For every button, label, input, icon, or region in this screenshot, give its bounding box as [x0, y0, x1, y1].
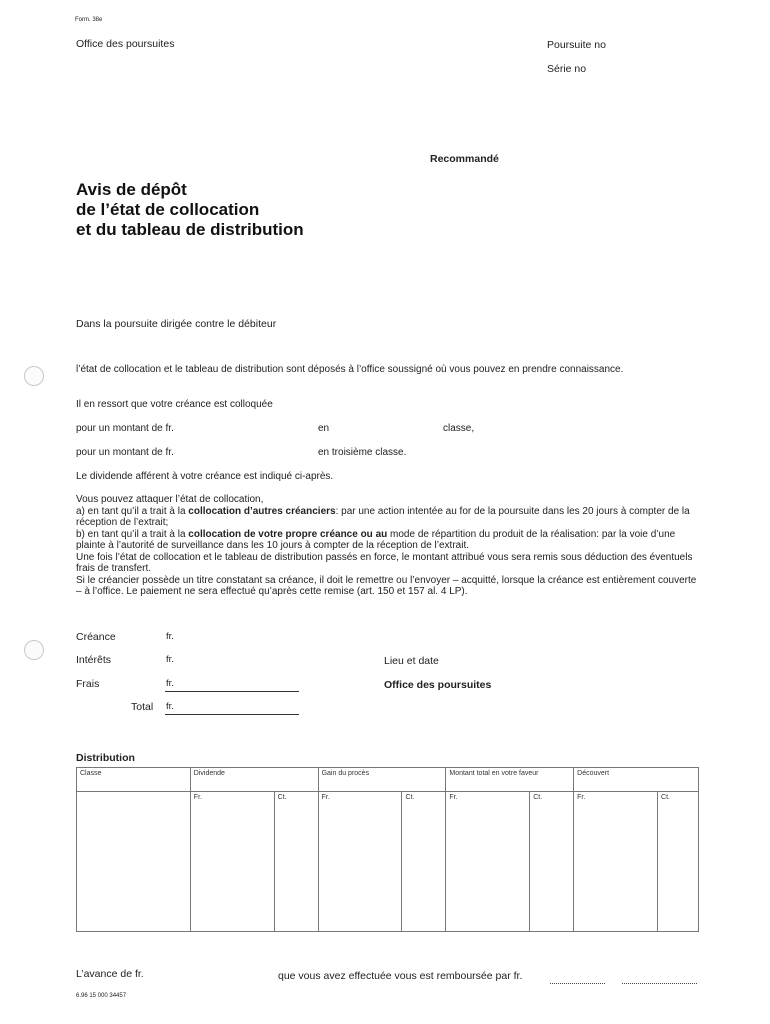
paragraph-dividende: Le dividende afférent à votre créance est indiqué ci-après. — [76, 471, 334, 482]
rembourse-ct-line — [622, 983, 697, 984]
distribution-body-row — [77, 792, 699, 932]
intro-text: Dans la poursuite dirigée contre le débiteur — [76, 318, 277, 330]
header-dividende: Dividende — [190, 768, 318, 792]
attack-block — [76, 494, 701, 598]
title-line-1: Avis de dépôt — [76, 180, 187, 199]
document-title — [76, 180, 304, 240]
attack-item-a: a) en tant qu’il a trait à la collocation d’autres créanciers: par une action intentée au for de la poursuite dans les 20 jours à compter de la réception de l’extrait; — [76, 505, 690, 528]
cell-decouvert-ct: Ct. — [658, 792, 699, 932]
creance-label: Créance — [76, 631, 116, 643]
attack-title: Vous pouvez attaquer l’état de collocation, — [76, 494, 264, 505]
paragraph-titre: Si le créancier possède un titre constatant sa créance, il doit le remettre ou l’envoyer – acquitté, lorsque la créance est entièrement couverte – à l’office. Le paiement ne sera effectué qu’après cette remise (art. 150 et 157 al. 4 LP). — [76, 574, 697, 597]
distribution-table — [76, 767, 699, 932]
rembourse-label: que vous avez effectuée vous est remboursée par fr. — [278, 970, 523, 982]
frais-rule — [165, 691, 299, 692]
rembourse-fr-line — [550, 983, 605, 984]
punch-hole-top — [24, 366, 44, 386]
poursuite-no-label: Poursuite no — [547, 39, 606, 51]
header-montant-total: Montant total en votre faveur — [446, 768, 574, 792]
amount-line-1-right: classe, — [443, 423, 475, 434]
interets-fr: fr. — [166, 654, 174, 665]
frais-label: Frais — [76, 678, 100, 690]
footer-code: 6.96 15 000 34457 — [76, 993, 127, 999]
recommande-label: Recommandé — [430, 153, 499, 165]
cell-gain-fr: Fr. — [318, 792, 402, 932]
interets-label: Intérêts — [76, 654, 112, 666]
amount-line-1-left: pour un montant de fr. — [76, 423, 174, 434]
title-line-3: et du tableau de distribution — [76, 220, 304, 239]
total-fr: fr. — [166, 701, 174, 712]
serie-no-label: Série no — [547, 63, 587, 75]
frais-fr: fr. — [166, 678, 174, 689]
amount-line-2-mid: en troisième classe. — [318, 447, 407, 458]
attack-item-b: b) en tant qu’il a trait à la collocation de votre propre créance ou au mode de répartition du produit de la réalisation: par la voie d’une plainte à l’autorité de surveillance dans les 10 jours à compter de la réception de l’extrait. — [76, 528, 676, 551]
form-number: Form. 38e — [75, 17, 103, 23]
paragraph-deposit: l’état de collocation et le tableau de distribution sont déposés à l’office soussigné où vous pouvez en prendre connaissance. — [76, 364, 624, 375]
header-decouvert: Découvert — [574, 768, 699, 792]
paragraph-force: Une fois l’état de collocation et le tableau de distribution passés en force, le montant attribué vous sera remis sous déduction des éventuels frais de transfert. — [76, 551, 693, 574]
lieu-date-label: Lieu et date — [384, 655, 439, 667]
cell-gain-ct: Ct. — [402, 792, 446, 932]
cell-decouvert-fr: Fr. — [574, 792, 658, 932]
office-label: Office des poursuites — [76, 38, 175, 50]
distribution-title: Distribution — [76, 752, 135, 764]
signature-office-label: Office des poursuites — [384, 679, 492, 691]
total-rule — [165, 714, 299, 715]
cell-dividende-fr: Fr. — [190, 792, 274, 932]
cell-montant-ct: Ct. — [530, 792, 574, 932]
total-label: Total — [131, 701, 154, 713]
creance-fr: fr. — [166, 631, 174, 642]
distribution-header-row — [77, 768, 699, 792]
header-gain: Gain du procès — [318, 768, 446, 792]
punch-hole-bottom — [24, 640, 44, 660]
title-line-2: de l’état de collocation — [76, 200, 260, 219]
amount-line-1-mid: en — [318, 423, 330, 434]
cell-montant-fr: Fr. — [446, 792, 530, 932]
amount-line-2-left: pour un montant de fr. — [76, 447, 174, 458]
header-classe: Classe — [77, 768, 191, 792]
avance-label: L’avance de fr. — [76, 968, 144, 980]
cell-classe — [77, 792, 191, 932]
cell-dividende-ct: Ct. — [274, 792, 318, 932]
paragraph-colloquee: Il en ressort que votre créance est colloquée — [76, 399, 273, 410]
